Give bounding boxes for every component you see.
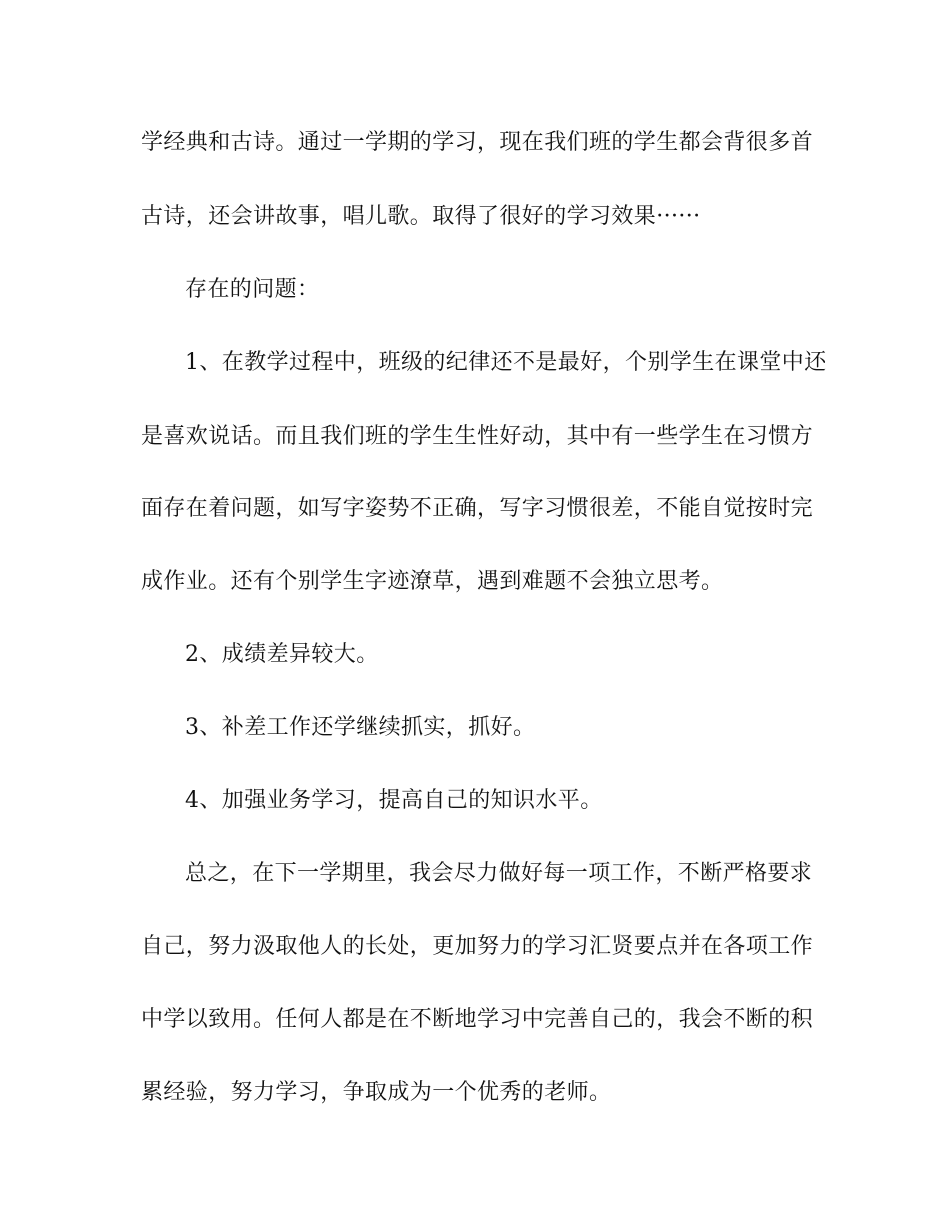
text-line: 成作业。还有个别学生字迹潦草，遇到难题不会独立思考。	[141, 569, 724, 594]
list-item: 4、加强业务学习，提高自己的知识水平。	[185, 788, 603, 813]
list-item: 2、成绩差异较大。	[185, 642, 379, 667]
list-item: 3、补差工作还学继续抓实，抓好。	[185, 715, 536, 740]
text-line: 是喜欢说话。而且我们班的学生生性好动，其中有一些学生在习惯方	[141, 424, 814, 449]
text-line: 总之，在下一学期里，我会尽力做好每一项工作，不断严格要求	[185, 861, 813, 886]
text-line: 古诗，还会讲故事，唱儿歌。取得了很好的学习效果······	[141, 204, 701, 229]
text-line: 累经验，努力学习，争取成为一个优秀的老师。	[141, 1080, 612, 1105]
text-line: 中学以致用。任何人都是在不断地学习中完善自己的，我会不断的积	[141, 1007, 814, 1032]
section-heading: 存在的问题：	[185, 277, 320, 302]
list-item: 1、在教学过程中，班级的纪律还不是最好，个别学生在课堂中还	[185, 350, 827, 375]
text-line: 学经典和古诗。通过一学期的学习，现在我们班的学生都会背很多首	[141, 130, 814, 155]
text-line: 自己，努力汲取他人的长处，更加努力的学习汇贤要点并在各项工作	[141, 934, 814, 959]
text-line: 面存在着问题，如写字姿势不正确，写字习惯很差，不能自觉按时完	[141, 496, 814, 521]
